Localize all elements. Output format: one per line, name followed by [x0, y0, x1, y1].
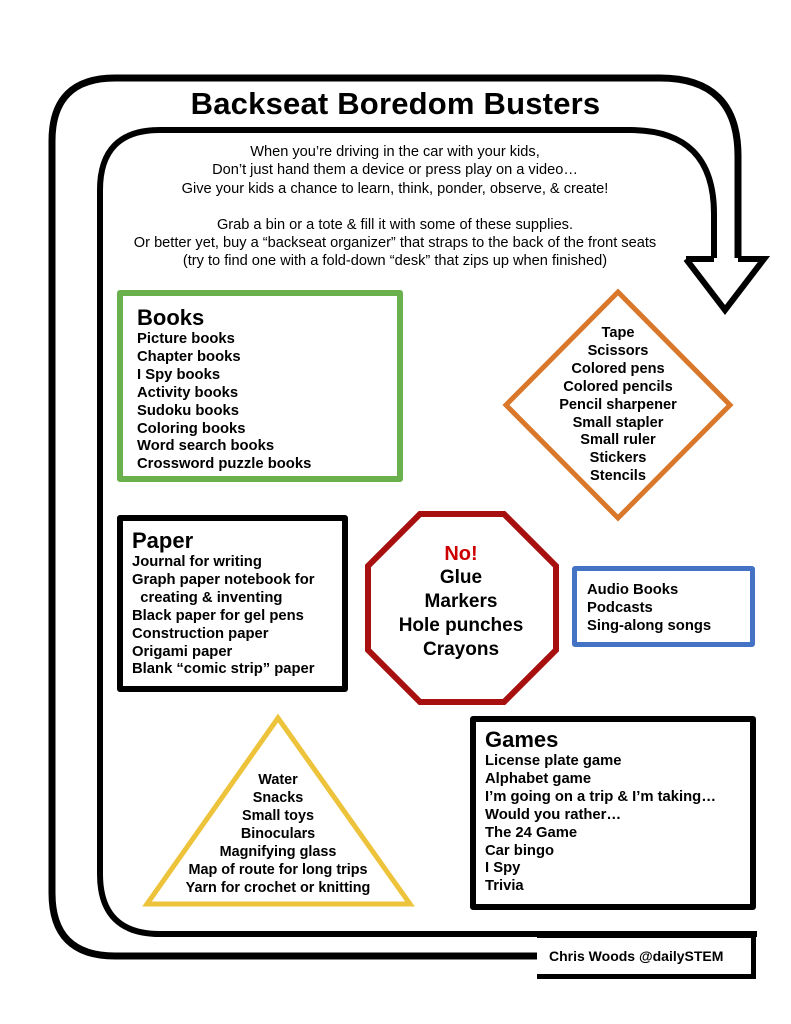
books-box: [117, 290, 403, 482]
list-item: Glue: [439, 567, 483, 588]
list-item: Car bingo: [485, 842, 555, 859]
list-item: Stencils: [590, 468, 646, 485]
list-item: Alphabet game: [485, 770, 592, 787]
intro-line: Don’t just hand them a device or press play on a video…: [212, 162, 578, 179]
list-item: Construction paper: [132, 625, 269, 642]
list-item: I’m going on a trip & I’m taking…: [485, 788, 716, 805]
list-item: Hole punches: [398, 615, 524, 636]
list-item: Pencil sharpener: [559, 396, 677, 413]
intro-text: [90, 143, 700, 271]
list-item: Activity books: [137, 384, 239, 401]
list-item: Sing-along songs: [587, 617, 712, 634]
list-item: Black paper for gel pens: [132, 607, 304, 624]
list-item: Tape: [601, 325, 635, 341]
games-heading: Games: [485, 727, 559, 752]
avoid-label: No!: [444, 543, 478, 565]
list-item: Picture books: [137, 331, 235, 347]
games-box: [470, 716, 756, 910]
list-item: Colored pens: [571, 360, 665, 377]
list-item: The 24 Game: [485, 824, 578, 841]
list-item: Water: [258, 772, 298, 788]
list-item: Coloring books: [137, 420, 246, 437]
list-item: Journal for writing: [132, 554, 262, 570]
list-item: I Spy books: [137, 366, 221, 383]
list-item: creating & inventing: [132, 589, 283, 606]
list-item: License plate game: [485, 753, 622, 769]
list-item: Sudoku books: [137, 402, 239, 419]
supplies-list: [520, 325, 716, 486]
list-item: Origami paper: [132, 643, 233, 660]
list-item: Blank “comic strip” paper: [132, 661, 315, 678]
list-item: Snacks: [252, 790, 304, 806]
list-item: Small toys: [242, 808, 314, 824]
list-item: Markers: [424, 591, 498, 612]
list-item: Small ruler: [580, 432, 656, 449]
list-item: Audio Books: [587, 582, 679, 598]
list-item: Scissors: [587, 342, 649, 359]
audio-box: [572, 566, 755, 647]
list-item: Binoculars: [240, 826, 316, 842]
intro-line: Grab a bin or a tote & fill it with some of these supplies.: [216, 216, 574, 233]
list-item: Trivia: [485, 878, 524, 895]
list-item: Colored pencils: [563, 378, 673, 395]
paper-box: [117, 515, 348, 692]
page-title: Backseat Boredom Busters: [190, 86, 601, 121]
list-item: Word search books: [137, 438, 275, 455]
paper-heading: Paper: [132, 528, 194, 553]
intro-line: (try to find one with a fold-down “desk” that zips up when finished): [182, 253, 608, 270]
author-credit: Chris Woods @dailySTEM: [537, 933, 756, 979]
books-heading: Books: [137, 305, 205, 330]
snacks-list: [150, 771, 406, 897]
list-item: I Spy: [485, 860, 521, 877]
list-item: Magnifying glass: [219, 844, 337, 860]
list-item: Yarn for crochet or knitting: [185, 880, 371, 896]
list-item: Graph paper notebook for: [132, 571, 315, 588]
list-item: Map of route for long trips: [188, 862, 368, 878]
list-item: Stickers: [589, 450, 647, 467]
list-item: Small stapler: [572, 414, 664, 431]
list-item: Would you rather…: [485, 806, 622, 823]
intro-line: Or better yet, buy a “backseat organizer” that straps to the back of the front seats: [133, 235, 657, 252]
list-item: Chapter books: [137, 348, 241, 365]
list-item: Crayons: [422, 639, 500, 660]
intro-line: Give your kids a chance to learn, think, ponder, observe, & create!: [181, 180, 609, 197]
list-item: Crossword puzzle books: [137, 456, 312, 473]
intro-line: When you’re driving in the car with your kids,: [250, 144, 540, 160]
avoid-list: [380, 542, 542, 662]
list-item: Podcasts: [587, 599, 653, 616]
